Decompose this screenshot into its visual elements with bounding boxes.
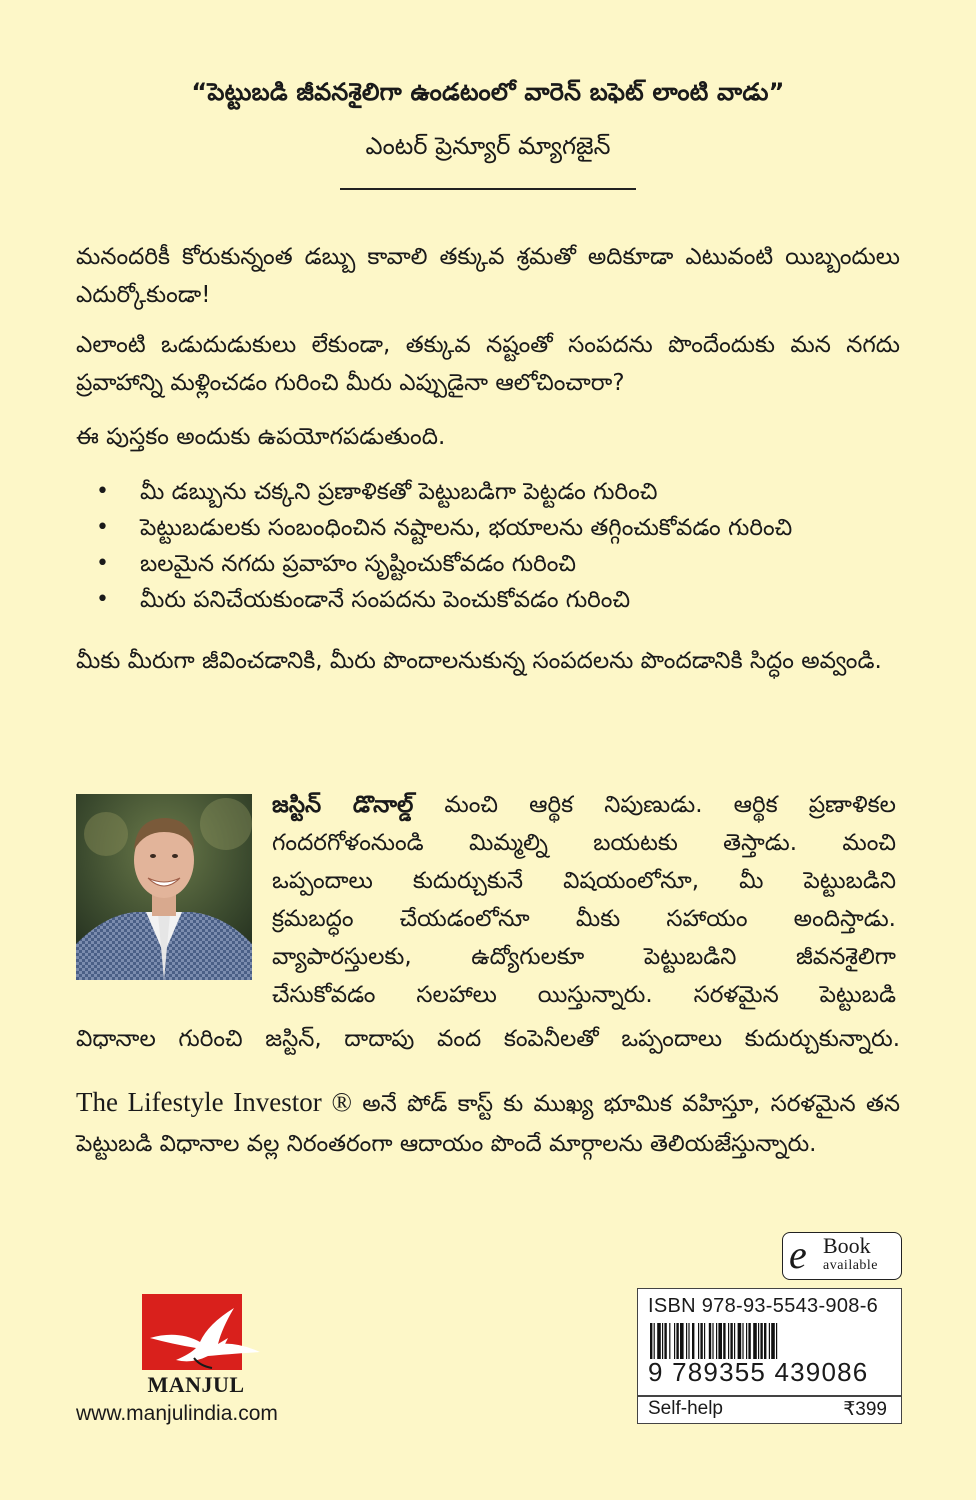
bullet-icon: • (96, 587, 109, 612)
author-bio-line: క్రమబద్ధం చేయడంలోనూ మీకు సహాయం అందిస్తాడు. (272, 906, 896, 932)
list-item (96, 474, 896, 510)
price-label: ₹399 (843, 1399, 887, 1420)
quote-source: ఎంటర్ ప్రెన్యూర్ మ్యాగజైన్ (365, 132, 611, 160)
author-bio-line: గందరగోళంనుండి మిమ్మల్ని బయటకు తెస్తాడు. మంచి (272, 830, 896, 856)
list-item-text: మీ డబ్బును చక్కని ప్రణాళికతో పెట్టుబడిగా పెట్టడం గురించి (140, 479, 658, 505)
divider (638, 1395, 901, 1397)
divider (340, 188, 636, 190)
intro-paragraph-4: మీకు మీరుగా జీవించడానికి, మీరు పొందాలనుకున్న సంపదలను పొందడానికి సిద్ధం అవ్వండి. (76, 648, 882, 674)
intro-paragraph-1: మనందరికీ కోరుకున్నంత డబ్బు కావాలి తక్కువ శ్రమతో అదికూడా ఎటువంటి యిబ్బందులు ఎదుర్కోకుండా! (76, 244, 900, 308)
podcast-paragraph (76, 1082, 900, 1164)
list-item-text: పెట్టుబడులకు సంబంధించిన నష్టాలను, భయాలను తగ్గించుకోవడం గురించి (140, 515, 793, 541)
author-bio-line: జస్టిన్ డొనాల్డ్ మంచి ఆర్థిక నిపుణుడు. ఆర్థిక ప్రణాళికల (272, 792, 896, 818)
list-item (96, 582, 896, 618)
ebook-e-icon: e (789, 1232, 807, 1277)
author-bio-line: వ్యాపారస్తులకు, ఉద్యోగులకూ పెట్టుబడిని జీవనశైలిగా (272, 944, 896, 970)
intro-paragraph-3: ఈ పుస్తకం అందుకు ఉపయోగపడుతుంది. (76, 424, 446, 450)
bullet-icon: • (96, 479, 109, 504)
list-item-text: మీరు పనిచేయకుండానే సంపదను పెంచుకోవడం గురించి (140, 587, 631, 613)
author-name: జస్టిన్ డొనాల్డ్ (272, 792, 414, 818)
ebook-available-badge: e Book available (782, 1232, 902, 1280)
isbn-barcode-box (637, 1288, 902, 1424)
benefits-list (96, 474, 896, 618)
endorsement-quote: “పెట్టుబడి జీవనశైలిగా ఉండటంలో వారెన్ బఫెట్ లాంటి వాడు” (191, 78, 785, 106)
podcast-text: అనే పోడ్ కాస్ట్ కు ముఖ్య భూమిక వహిస్తూ, సరళమైన తన పెట్టుబడి విధానాల వల్ల నిరంతరంగా ఆదాయం పొందే మార్గాలను తెలియజేస్తున్నారు. (76, 1091, 900, 1157)
author-bio-line: ఒప్పందాలు కుదుర్చుకునే విషయంలోనూ, మీ పెట్టుబడిని (272, 868, 896, 894)
isbn-label: ISBN 978-93-5543-908-6 (648, 1295, 879, 1317)
barcode-icon (648, 1323, 891, 1359)
genre-label: Self-help (648, 1398, 723, 1419)
list-item-text: బలమైన నగదు ప్రవాహం సృష్టించుకోవడం గురించి (140, 551, 577, 577)
isbn-digits: 9 789355 439086 (648, 1357, 869, 1387)
bullet-icon: • (96, 515, 109, 540)
list-item (96, 510, 896, 546)
podcast-name: The Lifestyle Investor ® (76, 1087, 352, 1117)
author-bio-line: చేసుకోవడం సలహాలు యిస్తున్నారు. సరళమైన పెట్టుబడి (272, 982, 896, 1008)
intro-paragraph-2: ఎలాంటి ఒడుదుడుకులు లేకుండా, తక్కువ నష్టంతో సంపదను పొందేందుకు మన నగదు ప్రవాహాన్ని మళ్లించడం గురించి మీరు ఎప్పుడైనా ఆలోచించారా? (76, 332, 900, 396)
bullet-icon: • (96, 551, 109, 576)
publisher-website[interactable]: www.manjulindia.com (76, 1402, 278, 1425)
list-item (96, 546, 896, 582)
author-bio-line: విధానాల గురించి జస్టిన్, దాదాపు వంద కంపెనీలతో ఒప్పందాలు కుదుర్చుకున్నారు. (76, 1026, 900, 1052)
publisher-name: MANJUL (147, 1372, 245, 1397)
author-photo (76, 794, 252, 980)
